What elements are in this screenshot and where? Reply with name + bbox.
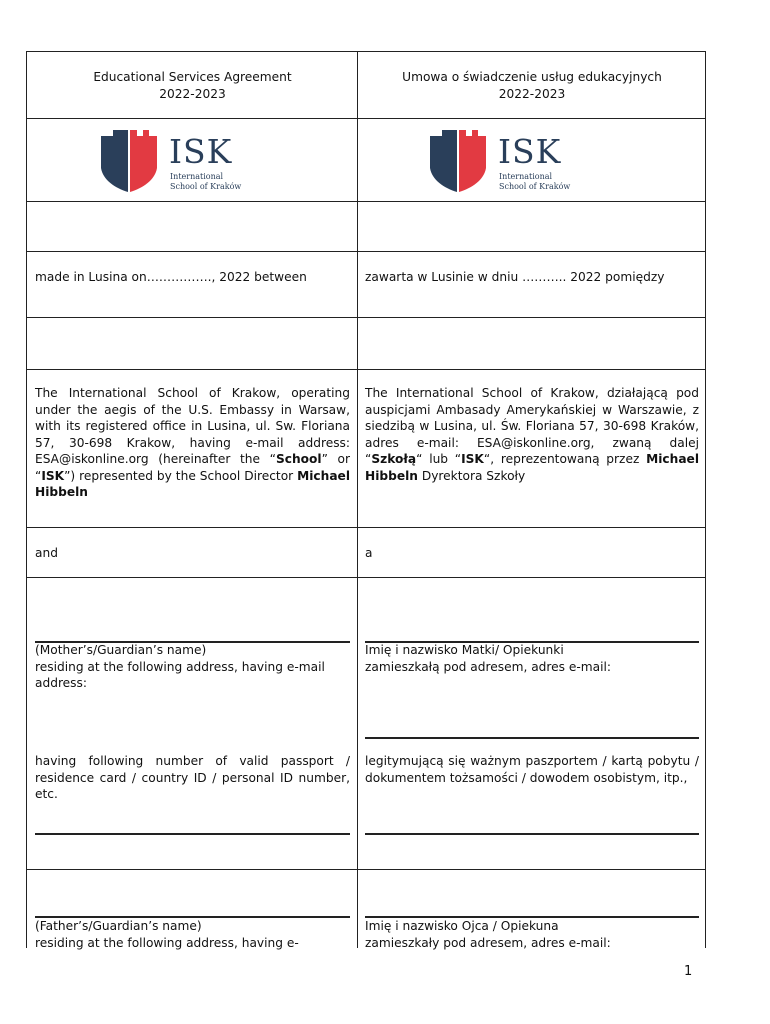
shield-icon [99, 128, 161, 196]
mother-id-polish: legitymującą się ważnym paszportem / kartą pobytu / dokumentem tożsamości / dowodem osobistym, itp., [365, 754, 699, 785]
logo-brand: ISK [498, 132, 562, 171]
logo-subtitle: International School of Kraków [170, 172, 242, 191]
made-in-polish: zawarta w Lusinie w dniu ……….. 2022 pomiędzy [365, 270, 665, 284]
mother-address-label: residing at the following address, having e-mail address: [35, 659, 325, 690]
row-divider [27, 869, 705, 870]
logo-brand: ISK [169, 132, 233, 171]
father-block-english [35, 918, 350, 951]
father-name-label: (Father’s/Guardian’s name) [35, 919, 202, 933]
isk-logo [428, 128, 578, 198]
father-address-label: zamieszkały pod adresem, adres e-mail: [365, 935, 611, 950]
conjunction-english: and [35, 546, 58, 560]
isk-logo [99, 128, 249, 198]
father-address-label: residing at the following address, having e- [35, 935, 299, 950]
conjunction-polish: a [365, 546, 373, 560]
row-divider [27, 317, 705, 318]
shield-icon [428, 128, 490, 196]
made-in-english: made in Lusina on……………., 2022 between [35, 270, 307, 284]
mother-address-label: zamieszkałą pod adresem, adres e-mail: [365, 659, 611, 674]
column-divider [357, 52, 358, 948]
school-party-english: The International School of Krakow, operating under the aegis of the U.S. Embassy in Warsaw, with its registered office in Lusina, ul. Sw. Floriana 57, 30-698 Krakow, having e-mail address: ESA@iskonline.org (hereinafter the “School” or “ISK”) represented by the School Director Michael Hibbeln [35, 386, 350, 499]
row-divider [27, 118, 705, 119]
father-name-label: Imię i nazwisko Ojca / Opiekuna [365, 919, 559, 933]
mother-block-polish [365, 642, 699, 675]
mother-id-line [35, 833, 350, 835]
logo-subtitle: International School of Kraków [499, 172, 571, 191]
school-party-polish: The International School of Krakow, działającą pod auspicjami Ambasady Amerykańskiej w Warszawie, z siedzibą w Lusina, ul. Św. Floriana 57, 30-698 Kraków, adres e-mail: ESA@iskonline.org, zwaną dalej “Szkołą“ lub “ISK“, reprezentowaną przez Michael Hibbeln Dyrektora Szkoły [365, 386, 699, 483]
title-polish: Umowa o świadczenie usług edukacyjnych 2022-2023 [402, 70, 662, 101]
mother-address-line [365, 737, 699, 739]
title-english: Educational Services Agreement 2022-2023 [93, 70, 292, 101]
mother-id-line [365, 833, 699, 835]
mother-block-english [35, 642, 350, 692]
father-block-polish [365, 918, 699, 951]
mother-name-label: Imię i nazwisko Matki/ Opiekunki [365, 643, 564, 657]
agreement-table [26, 51, 706, 948]
page-number: 1 [684, 964, 693, 979]
mother-id-english: having following number of valid passport / residence card / country ID / personal ID number, etc. [35, 754, 350, 801]
row-divider [27, 577, 705, 578]
row-divider [27, 201, 705, 202]
mother-name-label: (Mother’s/Guardian’s name) [35, 643, 207, 657]
row-divider [27, 527, 705, 528]
row-divider [27, 251, 705, 252]
row-divider [27, 369, 705, 370]
